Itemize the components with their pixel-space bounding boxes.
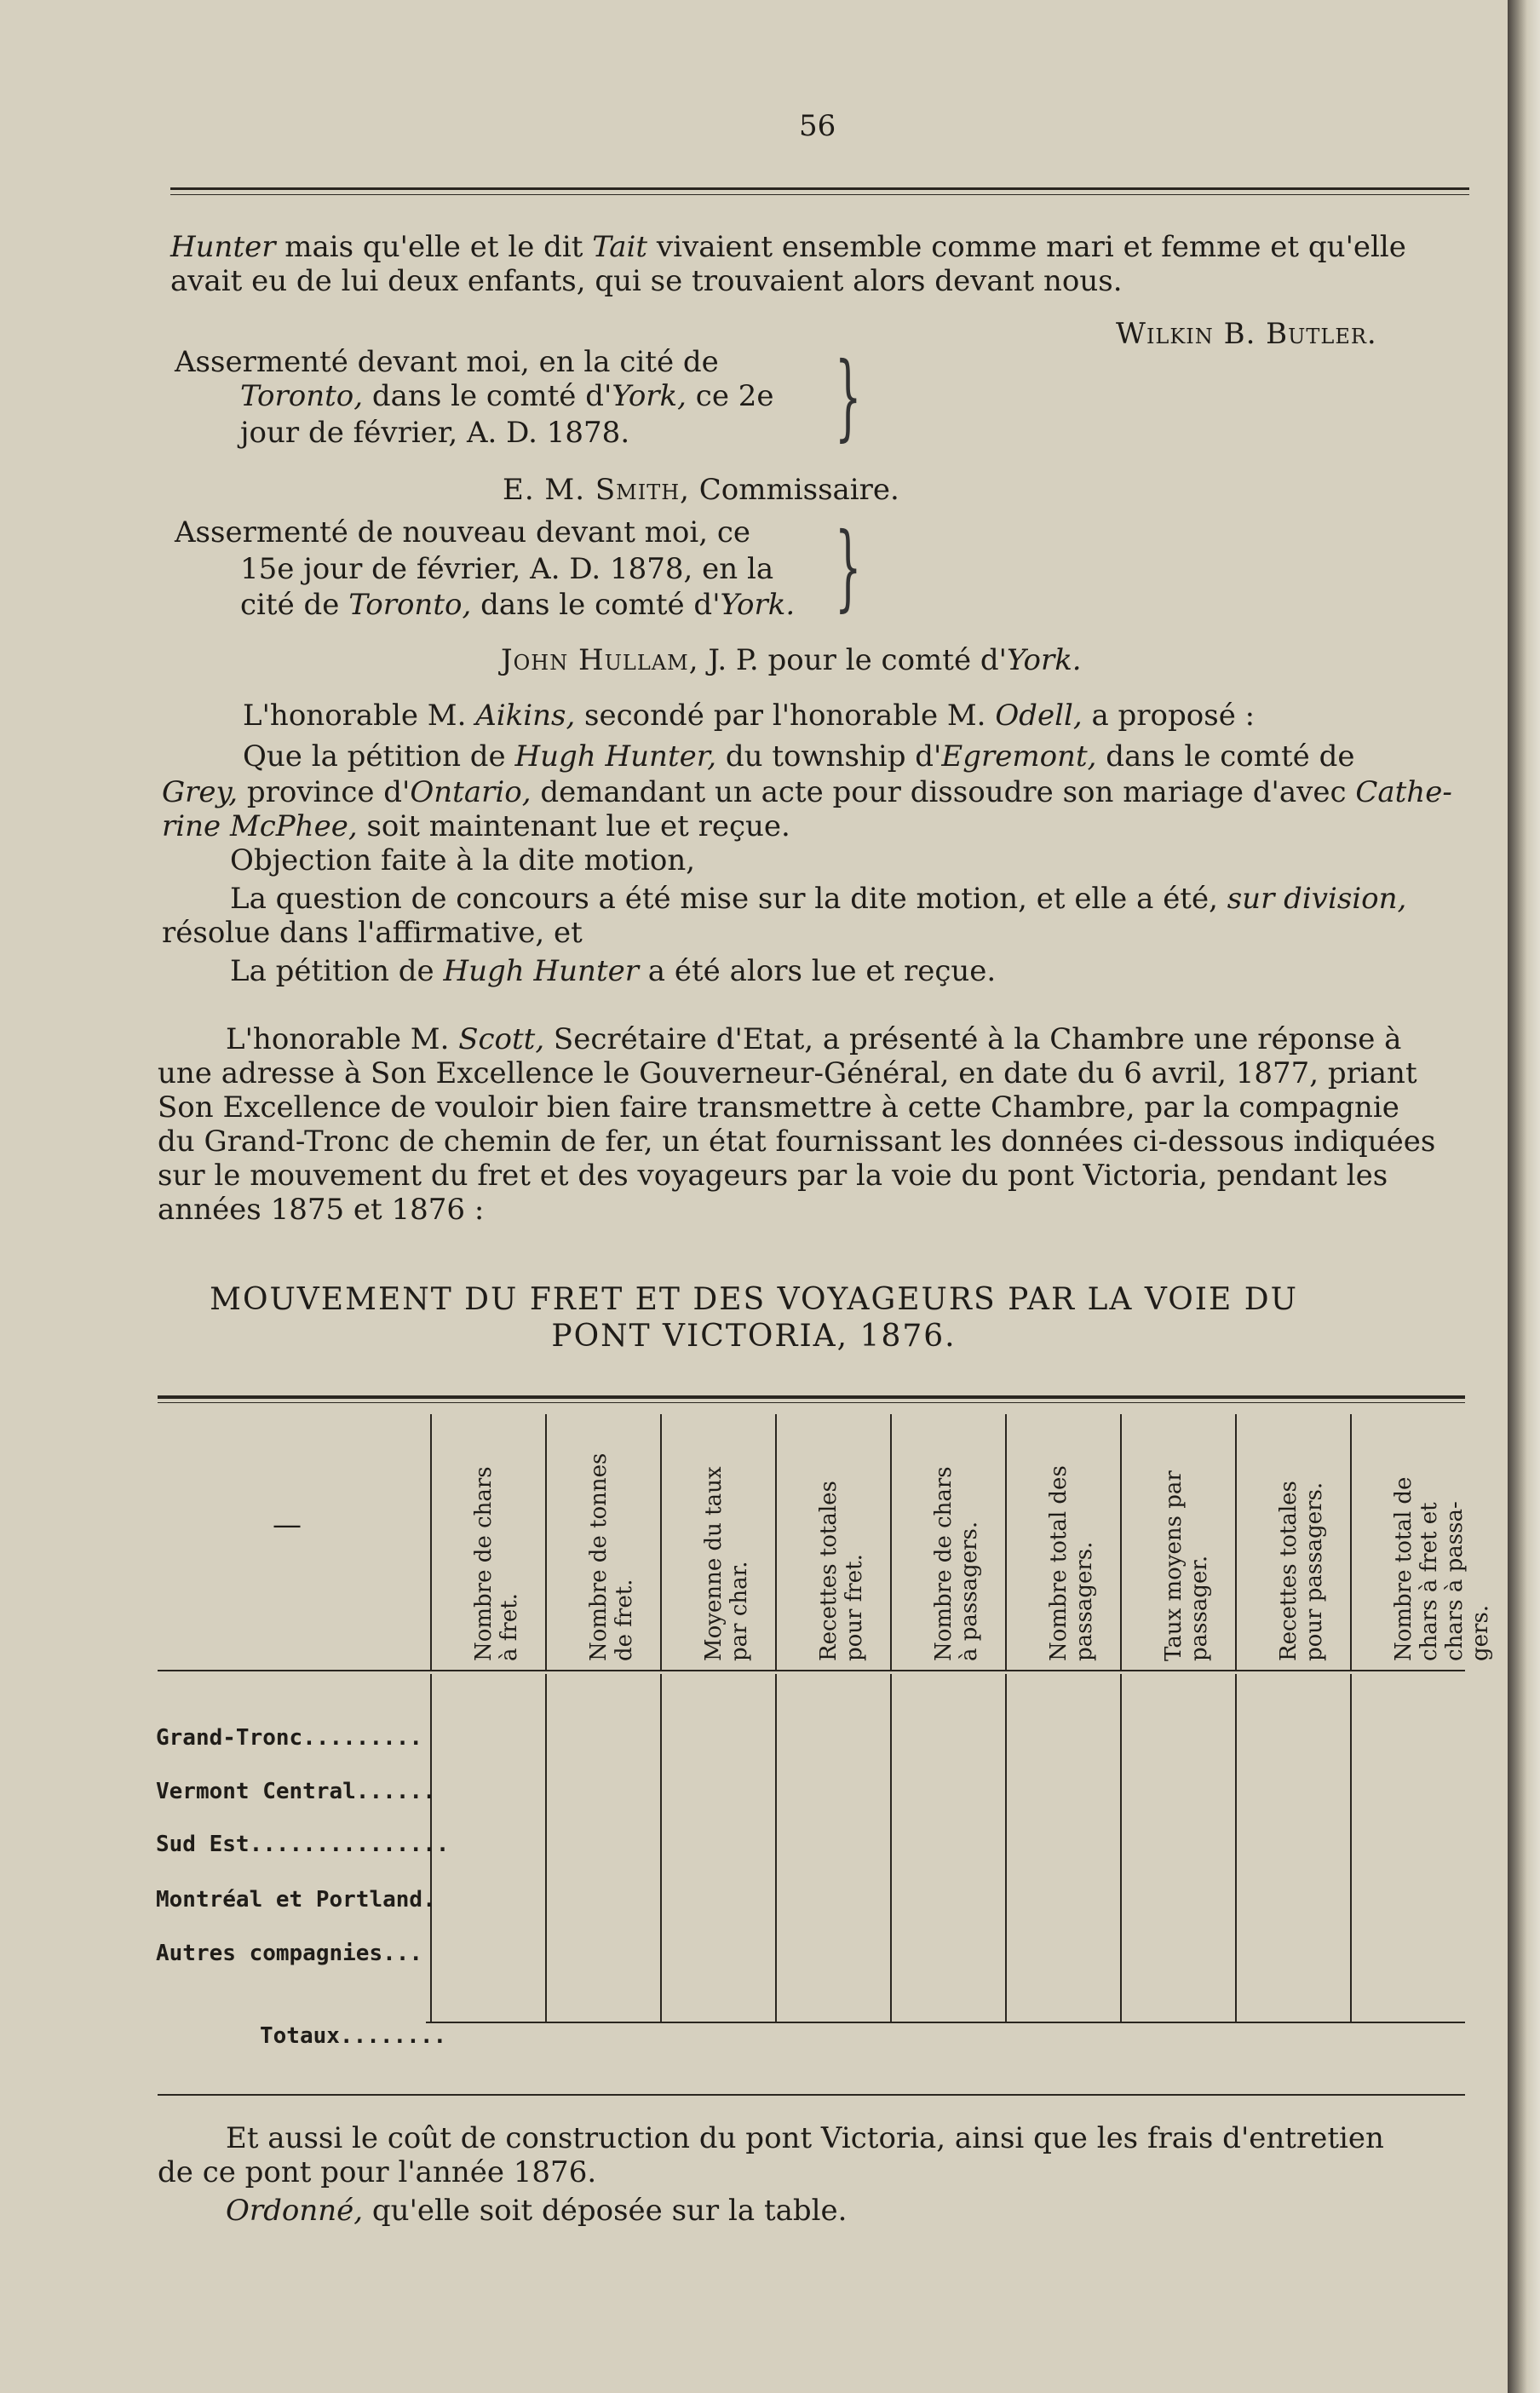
page-number: 56 bbox=[799, 109, 836, 143]
oath2-line2: 15e jour de février, A. D. 1878, en la bbox=[240, 552, 774, 586]
table-bottom-rule bbox=[158, 2094, 1465, 2096]
table-title-line2: PONT VICTORIA, 1876. bbox=[551, 1319, 957, 1354]
table-row-label: Autres compagnies... bbox=[156, 1941, 423, 1966]
table-column-divider bbox=[1235, 1414, 1237, 1670]
table-column-header-line: Nombre de chars bbox=[931, 1466, 957, 1661]
table-column-header-line: Taux moyens par bbox=[1161, 1470, 1187, 1661]
oath2-line3: cité de Toronto, dans le comté d'York. bbox=[240, 588, 796, 622]
table-row-label: Grand-Tronc......... bbox=[156, 1725, 423, 1751]
table-column-divider bbox=[660, 1414, 662, 1670]
motion-line6: La question de concours a été mise sur la dite motion, et elle a été, sur division, bbox=[230, 882, 1407, 916]
jp-line: John Hullam, J. P. pour le comté d'York. bbox=[501, 643, 1082, 677]
oath1-line2: Toronto, dans le comté d'York, ce 2e bbox=[240, 379, 774, 413]
motion-line5: Objection faite à la dite motion, bbox=[230, 843, 696, 877]
table-corner-dash: — bbox=[273, 1508, 302, 1542]
table-column-divider bbox=[1005, 1674, 1007, 2023]
para1-line1: Hunter mais qu'elle et le dit Tait vivaient ensemble comme mari et femme et qu'elle bbox=[170, 230, 1406, 264]
table-column-header-line: chars à fret et bbox=[1416, 1502, 1442, 1661]
oath1-brace: } bbox=[835, 342, 862, 451]
table-column-divider bbox=[775, 1674, 777, 2023]
table-column-divider bbox=[1005, 1414, 1007, 1670]
table-column-header-line: Nombre de chars bbox=[471, 1466, 497, 1661]
oath2-brace: } bbox=[835, 512, 862, 621]
closing-line1: Et aussi le coût de construction du pont Victoria, ainsi que les frais d'entretien bbox=[226, 2121, 1384, 2155]
table-column-divider bbox=[545, 1414, 547, 1670]
table-column-header-line: à fret. bbox=[497, 1593, 522, 1661]
table-column-header-line: passager. bbox=[1187, 1555, 1212, 1661]
table-column-divider bbox=[1120, 1674, 1122, 2023]
motion-line7: résolue dans l'affirmative, et bbox=[162, 916, 583, 950]
motion-line2: Que la pétition de Hugh Hunter, du township d'Egremont, dans le comté de bbox=[243, 739, 1355, 774]
scott-line4: du Grand-Tronc de chemin de fer, un état fournissant les données ci-dessous indiquées bbox=[158, 1125, 1436, 1159]
table-column-header-line: Nombre de tonnes bbox=[586, 1452, 612, 1661]
motion-line1: L'honorable M. Aikins, secondé par l'honorable M. Odell, a proposé : bbox=[243, 699, 1256, 733]
table-totals-rule bbox=[426, 2022, 1465, 2023]
table-column-header-line: de fret. bbox=[612, 1579, 637, 1661]
table-column-header bbox=[816, 1423, 867, 1661]
motion-line3: Grey, province d'Ontario, demandant un acte pour dissoudre son mariage d'avec Cathe- bbox=[162, 775, 1452, 809]
table-column-header bbox=[1276, 1423, 1327, 1661]
scott-line2: une adresse à Son Excellence le Gouverneur-Général, en date du 6 avril, 1877, priant bbox=[158, 1056, 1417, 1090]
table-column-divider bbox=[1235, 1674, 1237, 2023]
table-column-header-line: pour passagers. bbox=[1302, 1481, 1327, 1661]
table-column-divider bbox=[1120, 1414, 1122, 1670]
table-column-header bbox=[1161, 1423, 1212, 1661]
header-rule-thin bbox=[170, 194, 1469, 195]
table-column-header-line: à passagers. bbox=[957, 1521, 982, 1661]
table-column-divider bbox=[660, 1674, 662, 2023]
closing-line2: de ce pont pour l'année 1876. bbox=[158, 2155, 597, 2189]
table-header-rule bbox=[158, 1670, 1465, 1671]
table-column-header-line: Recettes totales bbox=[1276, 1481, 1302, 1661]
table-column-header bbox=[471, 1423, 522, 1661]
table-total-label: Totaux........ bbox=[260, 2023, 447, 2049]
motion-line8: La pétition de Hugh Hunter a été alors lue et reçue. bbox=[230, 954, 997, 988]
scott-line3: Son Excellence de vouloir bien faire transmettre à cette Chambre, par la compagnie bbox=[158, 1090, 1399, 1125]
table-column-header-line: Moyenne du taux bbox=[701, 1466, 727, 1661]
oath2-line1: Assermenté de nouveau devant moi, ce bbox=[175, 515, 751, 549]
table-column-divider bbox=[1350, 1674, 1352, 2023]
table-column-header-line: par char. bbox=[727, 1561, 752, 1661]
commissioner-line: E. M. Smith, Commissaire. bbox=[503, 473, 899, 507]
scott-line6: années 1875 et 1876 : bbox=[158, 1193, 485, 1227]
table-row-label: Sud Est............... bbox=[156, 1832, 450, 1857]
oath1-line3: jour de février, A. D. 1878. bbox=[240, 416, 630, 450]
table-column-header-line: Recettes totales bbox=[816, 1481, 842, 1661]
table-column-header bbox=[1046, 1423, 1097, 1661]
table-column-divider bbox=[890, 1414, 892, 1670]
scott-line5: sur le mouvement du fret et des voyageurs par la voie du pont Victoria, pendant les bbox=[158, 1159, 1388, 1193]
table-column-divider bbox=[890, 1674, 892, 2023]
motion-line4: rine McPhee, soit maintenant lue et reçue. bbox=[162, 809, 790, 843]
para1-line2: avait eu de lui deux enfants, qui se trouvaient alors devant nous. bbox=[170, 264, 1123, 298]
book-spine bbox=[1508, 0, 1540, 2393]
header-rule bbox=[170, 187, 1469, 190]
table-column-header-line: chars à passa- bbox=[1442, 1501, 1468, 1661]
table-column-divider bbox=[1350, 1414, 1352, 1670]
table-column-header bbox=[586, 1423, 637, 1661]
table-row-label: Montréal et Portland. bbox=[156, 1887, 436, 1913]
table-column-header-line: Nombre total de bbox=[1391, 1476, 1416, 1661]
table-column-divider bbox=[545, 1674, 547, 2023]
table-column-header bbox=[701, 1423, 752, 1661]
table-row-label: Vermont Central...... bbox=[156, 1779, 436, 1804]
table-column-header-line: Nombre total des bbox=[1046, 1465, 1072, 1661]
table-column-header-line: pour fret. bbox=[842, 1554, 867, 1661]
table-column-header-line: passagers. bbox=[1072, 1541, 1097, 1661]
table-title-line1: MOUVEMENT DU FRET ET DES VOYAGEURS PAR LA VOIE DU bbox=[210, 1282, 1298, 1317]
table-column-divider bbox=[775, 1414, 777, 1670]
signature-butler: Wilkin B. Butler. bbox=[1116, 317, 1377, 351]
closing-line3: Ordonné, qu'elle soit déposée sur la table. bbox=[226, 2194, 848, 2228]
table-top-rule-thin bbox=[158, 1402, 1465, 1403]
table-column-divider bbox=[430, 1414, 432, 1670]
table-column-header bbox=[1391, 1423, 1493, 1661]
table-top-rule bbox=[158, 1395, 1465, 1399]
scott-line1: L'honorable M. Scott, Secrétaire d'Etat, a présenté à la Chambre une réponse à bbox=[226, 1022, 1402, 1056]
table-column-header bbox=[931, 1423, 982, 1661]
table-column-header-line: gers. bbox=[1468, 1604, 1493, 1661]
oath1-line1: Assermenté devant moi, en la cité de bbox=[175, 345, 719, 379]
